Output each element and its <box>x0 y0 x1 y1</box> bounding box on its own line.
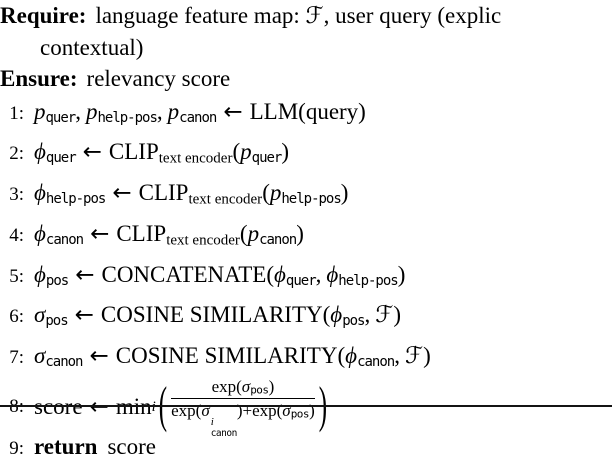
function-clip: CLIP <box>116 220 167 246</box>
variable-sigma: σ <box>201 401 210 421</box>
assign-arrow: ← <box>112 180 132 207</box>
subscript-help-pos: help-pos <box>97 110 157 127</box>
open-paren: ( <box>322 302 331 328</box>
require-continuation-line <box>0 32 612 63</box>
open-paren: ( <box>266 261 274 287</box>
assign-arrow: ← <box>75 261 95 288</box>
subscript-canon: canon <box>210 427 237 439</box>
exp-open: exp( <box>211 376 242 396</box>
subscript-canon: canon <box>259 231 297 248</box>
close-paren: ) <box>393 302 402 328</box>
line-number: 2: <box>9 143 24 165</box>
require-text: language feature map: <box>95 3 306 28</box>
line-number: 1: <box>9 103 24 124</box>
big-close-paren: ) <box>318 378 328 434</box>
feature-map-symbol: ℱ <box>305 3 324 29</box>
subscript-quer: quer <box>45 110 76 127</box>
open-paren: ( <box>337 342 346 368</box>
close-paren: ) <box>309 401 315 421</box>
bottom-rule <box>0 405 612 407</box>
subscript-quer: quer <box>285 272 316 289</box>
function-concatenate: CONCATENATE <box>101 261 267 287</box>
min-subscript-i: i <box>151 398 156 415</box>
require-text-tail: , user query (explic <box>323 3 502 28</box>
function-llm: LLM <box>249 99 299 124</box>
function-clip: CLIP <box>108 139 159 165</box>
close-paren: ) <box>236 401 243 421</box>
variable-phi: ϕ <box>34 139 46 165</box>
ensure-keyword: Ensure: <box>0 66 78 91</box>
variable-phi: ϕ <box>330 302 343 328</box>
fraction-numerator <box>171 376 315 399</box>
algo-line-4 <box>0 217 612 258</box>
variable-phi: ϕ <box>326 261 339 287</box>
subscript-pos: pos <box>290 407 310 421</box>
comma: , <box>394 342 400 368</box>
plus-sign: + <box>242 401 253 421</box>
variable-p-canon: p <box>167 99 180 124</box>
feature-map-symbol: ℱ <box>404 342 424 369</box>
subscript-help-pos: help-pos <box>281 191 341 208</box>
close-paren: ) <box>397 261 406 287</box>
variable-sigma-pos: σ <box>34 302 46 328</box>
ensure-text: relevancy score <box>86 66 231 91</box>
assign-arrow: ← <box>90 220 110 247</box>
assign-arrow: ← <box>89 342 109 369</box>
variable-p: p <box>247 220 260 246</box>
comma: , <box>156 99 163 124</box>
subscript-help-pos: help-pos <box>45 191 106 208</box>
subscript-pos: pos <box>250 383 269 397</box>
require-line <box>0 0 612 32</box>
return-value: score <box>107 434 156 460</box>
require-keyword: Require: <box>0 3 87 28</box>
feature-map-symbol: ℱ <box>375 302 394 329</box>
variable-p: p <box>269 180 282 206</box>
variable-phi: ϕ <box>34 180 46 206</box>
line-number: 5: <box>9 265 24 287</box>
subscript-canon: canon <box>179 110 217 127</box>
variable-phi-pos: ϕ <box>34 261 46 287</box>
variable-sigma: σ <box>241 376 251 396</box>
assign-arrow: ← <box>223 99 243 125</box>
variable-phi: ϕ <box>274 261 286 287</box>
subscript-pos: pos <box>45 272 69 289</box>
function-cosine-similarity: COSINE SIMILARITY <box>115 342 338 368</box>
subscript-help-pos: help-pos <box>338 272 398 289</box>
line-number: 4: <box>9 224 24 246</box>
open-paren: ( <box>239 220 248 246</box>
exp-open: exp( <box>171 401 202 421</box>
line-number: 8: <box>9 396 24 418</box>
variable-p-help-pos: p <box>85 99 98 124</box>
algo-line-1 <box>0 95 612 135</box>
open-paren: ( <box>232 139 241 165</box>
ensure-line <box>0 63 612 94</box>
comma: , <box>315 261 322 287</box>
score-lhs: score <box>34 394 83 420</box>
close-paren: ) <box>340 180 349 206</box>
subscript-quer: quer <box>251 150 282 167</box>
line-number: 9: <box>9 438 24 460</box>
clip-subscript-text-encoder: text encoder <box>166 232 240 249</box>
function-cosine-similarity: COSINE SIMILARITY <box>100 302 323 328</box>
require-continuation-text: contextual) <box>40 35 144 60</box>
variable-phi: ϕ <box>345 342 358 368</box>
assign-arrow: ← <box>89 394 109 421</box>
variable-sigma-canon: σ <box>34 342 46 368</box>
algo-line-5 <box>0 258 612 298</box>
function-clip: CLIP <box>138 180 189 206</box>
subscript-canon: canon <box>357 353 395 370</box>
return-keyword: return <box>34 434 98 460</box>
clip-subscript-text-encoder: text encoder <box>188 191 263 208</box>
variable-p: p <box>240 139 252 165</box>
llm-argument: (query) <box>298 99 366 124</box>
close-paren: ) <box>268 376 275 396</box>
subscript-canon: canon <box>45 231 84 248</box>
close-paren: ) <box>296 220 304 246</box>
variable-sigma: σ <box>282 401 291 421</box>
close-paren: ) <box>423 342 431 368</box>
line-number: 6: <box>9 306 24 328</box>
min-operator: min <box>115 394 152 420</box>
subscript-pos: pos <box>342 313 365 330</box>
big-open-paren: ( <box>158 378 168 434</box>
algo-line-2 <box>0 135 612 176</box>
line-number: 7: <box>9 346 24 368</box>
open-paren: ( <box>262 180 270 206</box>
exp-open: exp( <box>252 401 283 421</box>
assign-arrow: ← <box>74 302 94 329</box>
line-number: 3: <box>9 184 24 206</box>
superscript-i: i <box>210 415 214 428</box>
algo-line-7 <box>0 339 612 379</box>
subscript-quer: quer <box>45 150 76 167</box>
assign-arrow: ← <box>82 139 102 166</box>
clip-subscript-text-encoder: text encoder <box>158 150 233 167</box>
close-paren: ) <box>281 139 290 165</box>
fraction <box>171 376 315 438</box>
comma: , <box>75 99 81 124</box>
algo-line-3 <box>0 176 612 217</box>
comma: , <box>364 302 371 328</box>
variable-phi: ϕ <box>34 220 46 246</box>
sigma-sup-sub <box>211 417 237 439</box>
subscript-pos: pos <box>45 313 68 330</box>
subscript-canon: canon <box>45 353 83 370</box>
variable-p-quer: p <box>34 99 46 124</box>
algo-line-6 <box>0 298 612 338</box>
algo-line-8 <box>0 376 612 439</box>
